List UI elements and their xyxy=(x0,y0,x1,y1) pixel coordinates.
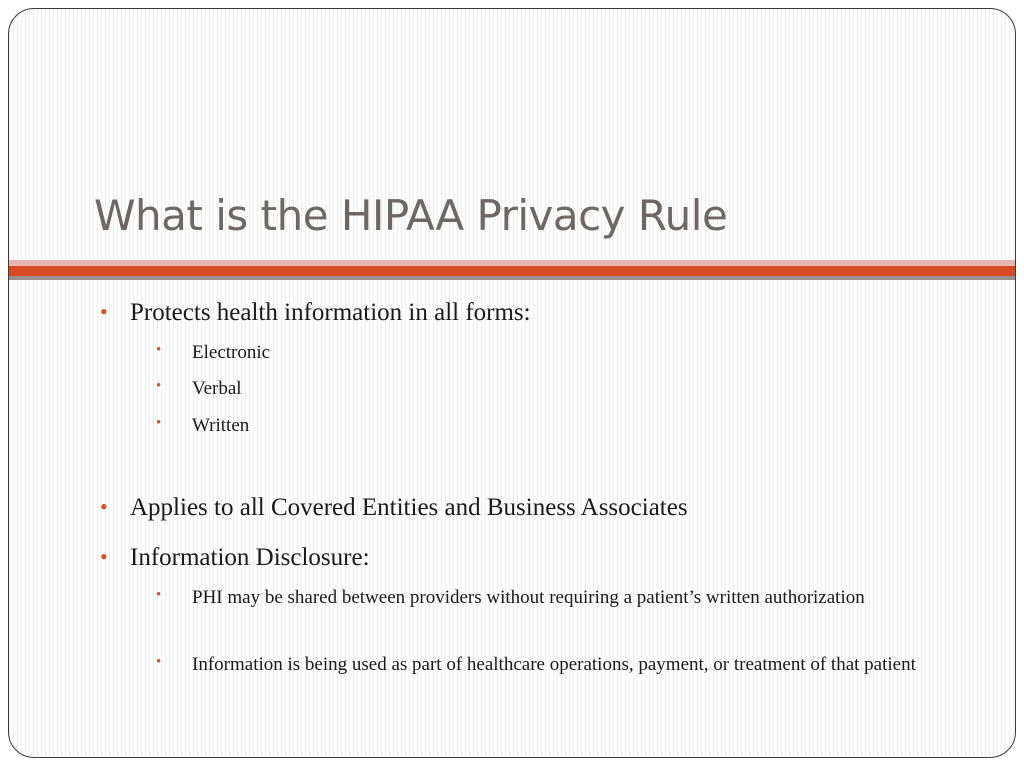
sub-bullet-marker: • xyxy=(156,378,162,394)
bullet-marker: • xyxy=(100,544,108,569)
sub-bullet-verbal xyxy=(156,373,952,404)
bullet-marker: • xyxy=(100,494,108,519)
sub-bullet-text: Electronic xyxy=(192,342,271,363)
sub-bullet-healthcare-operations xyxy=(156,649,952,680)
bullet-information-disclosure xyxy=(100,543,370,573)
sub-bullet-text: Information is being used as part of healthcare operations, payment, or treatment of that patient xyxy=(192,654,916,675)
sub-bullet-marker: • xyxy=(156,415,162,431)
bullet-text: Information Disclosure: xyxy=(130,544,370,571)
sub-bullet-text: Written xyxy=(192,415,250,436)
slide xyxy=(8,8,1016,758)
bullet-text: Applies to all Covered Entities and Business Associates xyxy=(130,494,688,521)
sub-bullet-text: PHI may be shared between providers without requiring a patient’s written authorization xyxy=(192,587,865,608)
slide-title: What is the HIPAA Privacy Rule xyxy=(94,191,728,240)
bullet-protects-health-information xyxy=(100,298,531,328)
bullet-text: Protects health information in all forms: xyxy=(130,299,531,326)
slide-body xyxy=(9,9,1015,757)
bullet-marker: • xyxy=(100,299,108,324)
sub-bullet-marker: • xyxy=(156,342,162,358)
sub-bullet-phi-shared xyxy=(156,582,952,613)
sub-bullet-marker: • xyxy=(156,654,162,670)
bullet-applies-to-covered-entities xyxy=(100,493,688,523)
sub-bullet-written xyxy=(156,410,952,441)
sub-bullet-text: Verbal xyxy=(192,378,242,399)
sub-bullet-electronic xyxy=(156,337,952,368)
sub-bullet-marker: • xyxy=(156,587,162,603)
